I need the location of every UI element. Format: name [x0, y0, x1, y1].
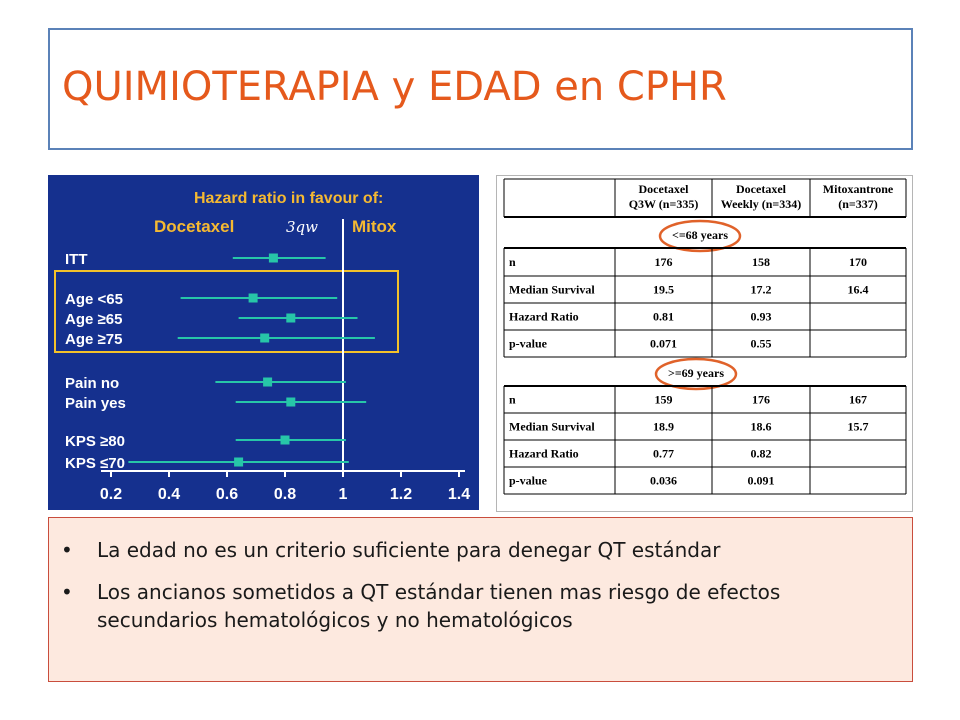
table-cell: 0.82	[750, 446, 772, 461]
table-cell: 0.036	[650, 473, 677, 488]
subgroup-table	[496, 175, 913, 512]
forest-handwritten-label: 3qw	[286, 218, 318, 236]
table-cell: 158	[752, 255, 770, 269]
bullet-text: La edad no es un criterio suficiente para denegar QT estándar	[97, 538, 721, 562]
table-cell: 18.9	[653, 419, 674, 434]
forest-point-marker	[269, 254, 278, 263]
table-row-label: Hazard Ratio	[509, 446, 579, 461]
forest-tick-label: 1.2	[389, 486, 413, 503]
forest-row-label: ITT	[65, 251, 88, 268]
table-cell: 0.55	[750, 336, 772, 351]
forest-title: Hazard ratio in favour of:	[194, 190, 384, 207]
slide-title: QUIMIOTERAPIA y EDAD en CPHR	[62, 64, 727, 110]
forest-point-marker	[286, 314, 295, 323]
table-col-header: Weekly (n=334)	[720, 197, 802, 211]
table-row-label: n	[509, 255, 516, 269]
table-row-label: Hazard Ratio	[509, 309, 579, 324]
table-cell: 170	[849, 255, 867, 269]
forest-point-marker	[286, 398, 295, 407]
table-row-label: Median Survival	[509, 419, 595, 434]
bullet-item	[59, 536, 892, 564]
table-row-label: p-value	[509, 336, 548, 351]
bullet-list	[49, 518, 912, 634]
forest-tick-label: 0.4	[157, 486, 181, 503]
forest-point-marker	[263, 378, 272, 387]
forest-point-marker	[234, 458, 243, 467]
forest-point-marker	[249, 294, 258, 303]
table-cell: 0.93	[750, 309, 772, 324]
table-col-header: Q3W (n=335)	[628, 197, 699, 211]
forest-right-label: Mitox	[352, 217, 397, 236]
forest-plot-svg	[48, 175, 479, 510]
table-row-label: Median Survival	[509, 282, 595, 297]
forest-row-label: Age <65	[65, 291, 123, 308]
table-cell: 0.77	[653, 446, 674, 461]
table-cell: 176	[752, 392, 770, 407]
table-cell: 17.2	[750, 282, 772, 297]
table-col-header: Mitoxantrone	[822, 182, 894, 196]
table-col-header: Docetaxel	[638, 182, 689, 196]
table-row-label: n	[509, 392, 516, 407]
forest-row-label: KPS ≤70	[65, 455, 125, 472]
forest-row-label: Pain yes	[65, 395, 126, 412]
bullet-dot-icon: •	[61, 580, 73, 604]
subgroup-table-svg	[497, 176, 912, 511]
table-cell: 159	[654, 392, 673, 407]
table-cell: 18.6	[750, 419, 772, 434]
forest-row-label: KPS ≥80	[65, 433, 125, 450]
forest-tick-label: 1.4	[447, 486, 471, 503]
forest-tick-label: 0.6	[215, 486, 239, 503]
table-cell: 16.4	[847, 282, 869, 297]
table-group-label: >=69 years	[668, 366, 724, 380]
table-col-header: Docetaxel	[736, 182, 786, 196]
table-cell: 0.071	[650, 336, 677, 351]
table-cell: 0.091	[747, 473, 775, 488]
forest-tick-label: 1	[338, 486, 348, 503]
forest-row-label: Age ≥65	[65, 311, 123, 328]
forest-tick-label: 0.8	[273, 486, 297, 503]
table-cell: 15.7	[847, 419, 869, 434]
table-group-label: <=68 years	[672, 228, 728, 242]
bullet-item	[59, 578, 892, 634]
forest-left-label: Docetaxel	[154, 217, 235, 236]
table-row-label: p-value	[509, 473, 548, 488]
forest-point-marker	[281, 436, 290, 445]
table-col-header: (n=337)	[838, 197, 878, 211]
forest-plot	[48, 175, 479, 510]
bullet-box	[48, 517, 913, 682]
forest-tick-label: 0.2	[99, 486, 123, 503]
table-cell: 167	[849, 392, 867, 407]
forest-row-label: Age ≥75	[65, 331, 123, 348]
bullet-dot-icon: •	[61, 538, 73, 562]
table-cell: 176	[654, 255, 673, 269]
forest-point-marker	[260, 334, 269, 343]
title-box	[48, 28, 913, 150]
table-cell: 19.5	[653, 282, 674, 297]
forest-row-label: Pain no	[65, 375, 120, 392]
table-cell: 0.81	[653, 309, 674, 324]
bullet-text: Los ancianos sometidos a QT estándar tienen mas riesgo de efectos secundarios hematológicos y no hematológicos	[97, 580, 781, 632]
